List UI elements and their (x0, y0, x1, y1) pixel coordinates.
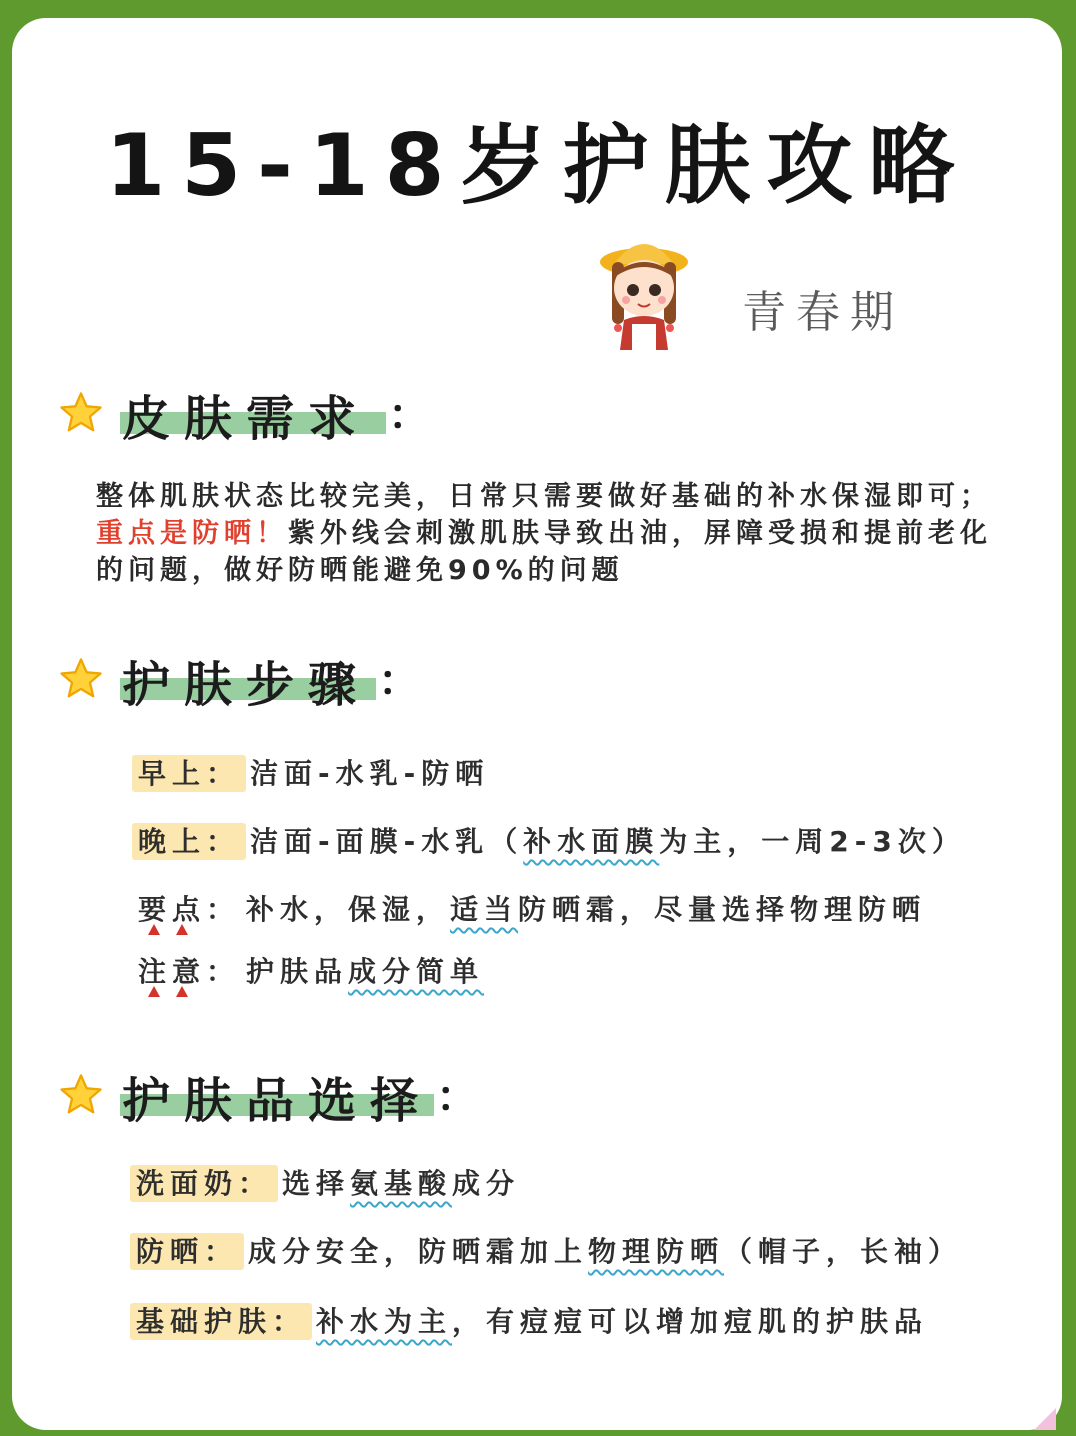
section-colon: ： (388, 390, 431, 439)
page-title: 15-18岁护肤攻略 (105, 116, 971, 216)
section-header-needs (58, 382, 458, 452)
step-label: 要点： (138, 893, 241, 926)
needs-paragraph (96, 478, 996, 589)
section-title: 护肤品选择 (122, 1073, 433, 1129)
product-label: 防晒： (130, 1233, 244, 1270)
needs-text: 整体肌肤状态比较完美，日常只需要做好基础的补水保湿即可； (96, 481, 992, 512)
emphasis-mark-icon (176, 924, 188, 935)
product-text-underlined: 物理防晒 (588, 1235, 725, 1268)
section-colon: ： (436, 1072, 479, 1121)
needs-highlight: 重点是防晒！ (96, 518, 288, 549)
step-note (138, 950, 484, 990)
step-label: 注意： (138, 955, 241, 988)
star-icon (58, 390, 104, 436)
section-header-steps (58, 648, 458, 718)
product-text: 成分安全，防晒霜加上 (248, 1235, 589, 1268)
product-text-underlined: 氨基酸 (350, 1167, 453, 1200)
emphasis-mark-icon (148, 924, 160, 935)
product-cleanser (130, 1162, 520, 1202)
product-label: 基础护肤： (130, 1303, 312, 1340)
step-text-underlined: 补水面膜 (523, 825, 660, 858)
step-label: 晚上： (132, 823, 246, 860)
step-evening (132, 820, 966, 860)
step-key (138, 888, 926, 928)
section-header-products (58, 1064, 518, 1134)
girl-avatar-icon (596, 232, 692, 350)
step-text: 洁面-水乳-防晒 (250, 757, 490, 790)
product-text: ，有痘痘可以增加痘肌的护肤品 (452, 1305, 929, 1338)
step-text: 补水，保湿， (246, 893, 451, 926)
stage-label: 青春期 (742, 287, 904, 338)
star-icon (58, 656, 104, 702)
content-card (12, 18, 1062, 1430)
step-text: 洁面-面膜-水乳（ (250, 825, 524, 858)
step-text: 防晒霜，尽量选择物理防晒 (518, 893, 927, 926)
star-icon (58, 1072, 104, 1118)
step-morning (132, 752, 489, 792)
product-text: 成分 (452, 1167, 521, 1200)
step-text: 为主，一周2-3次） (659, 825, 966, 858)
needs-text: 紫外线会刺激肌肤导致出油，屏障受损和提前老化的问题，做好防晒能避免90%的问题 (96, 518, 992, 586)
section-colon: ： (378, 656, 421, 705)
emphasis-mark-icon (148, 986, 160, 997)
product-text-underlined: 补水为主 (316, 1305, 453, 1338)
product-text: 选择 (282, 1167, 351, 1200)
step-text: 护肤品 (246, 955, 349, 988)
emphasis-mark-icon (176, 986, 188, 997)
product-label: 洗面奶： (130, 1165, 278, 1202)
step-text-underlined: 适当 (450, 893, 519, 926)
product-sunscreen (130, 1230, 962, 1270)
step-label: 早上： (132, 755, 246, 792)
step-text-underlined: 成分简单 (348, 955, 485, 988)
product-text: （帽子，长袖） (724, 1235, 963, 1268)
corner-decoration-icon (1032, 1406, 1058, 1432)
section-title: 护肤步骤 (122, 657, 371, 713)
product-basic (130, 1300, 928, 1340)
section-title: 皮肤需求 (122, 391, 371, 447)
